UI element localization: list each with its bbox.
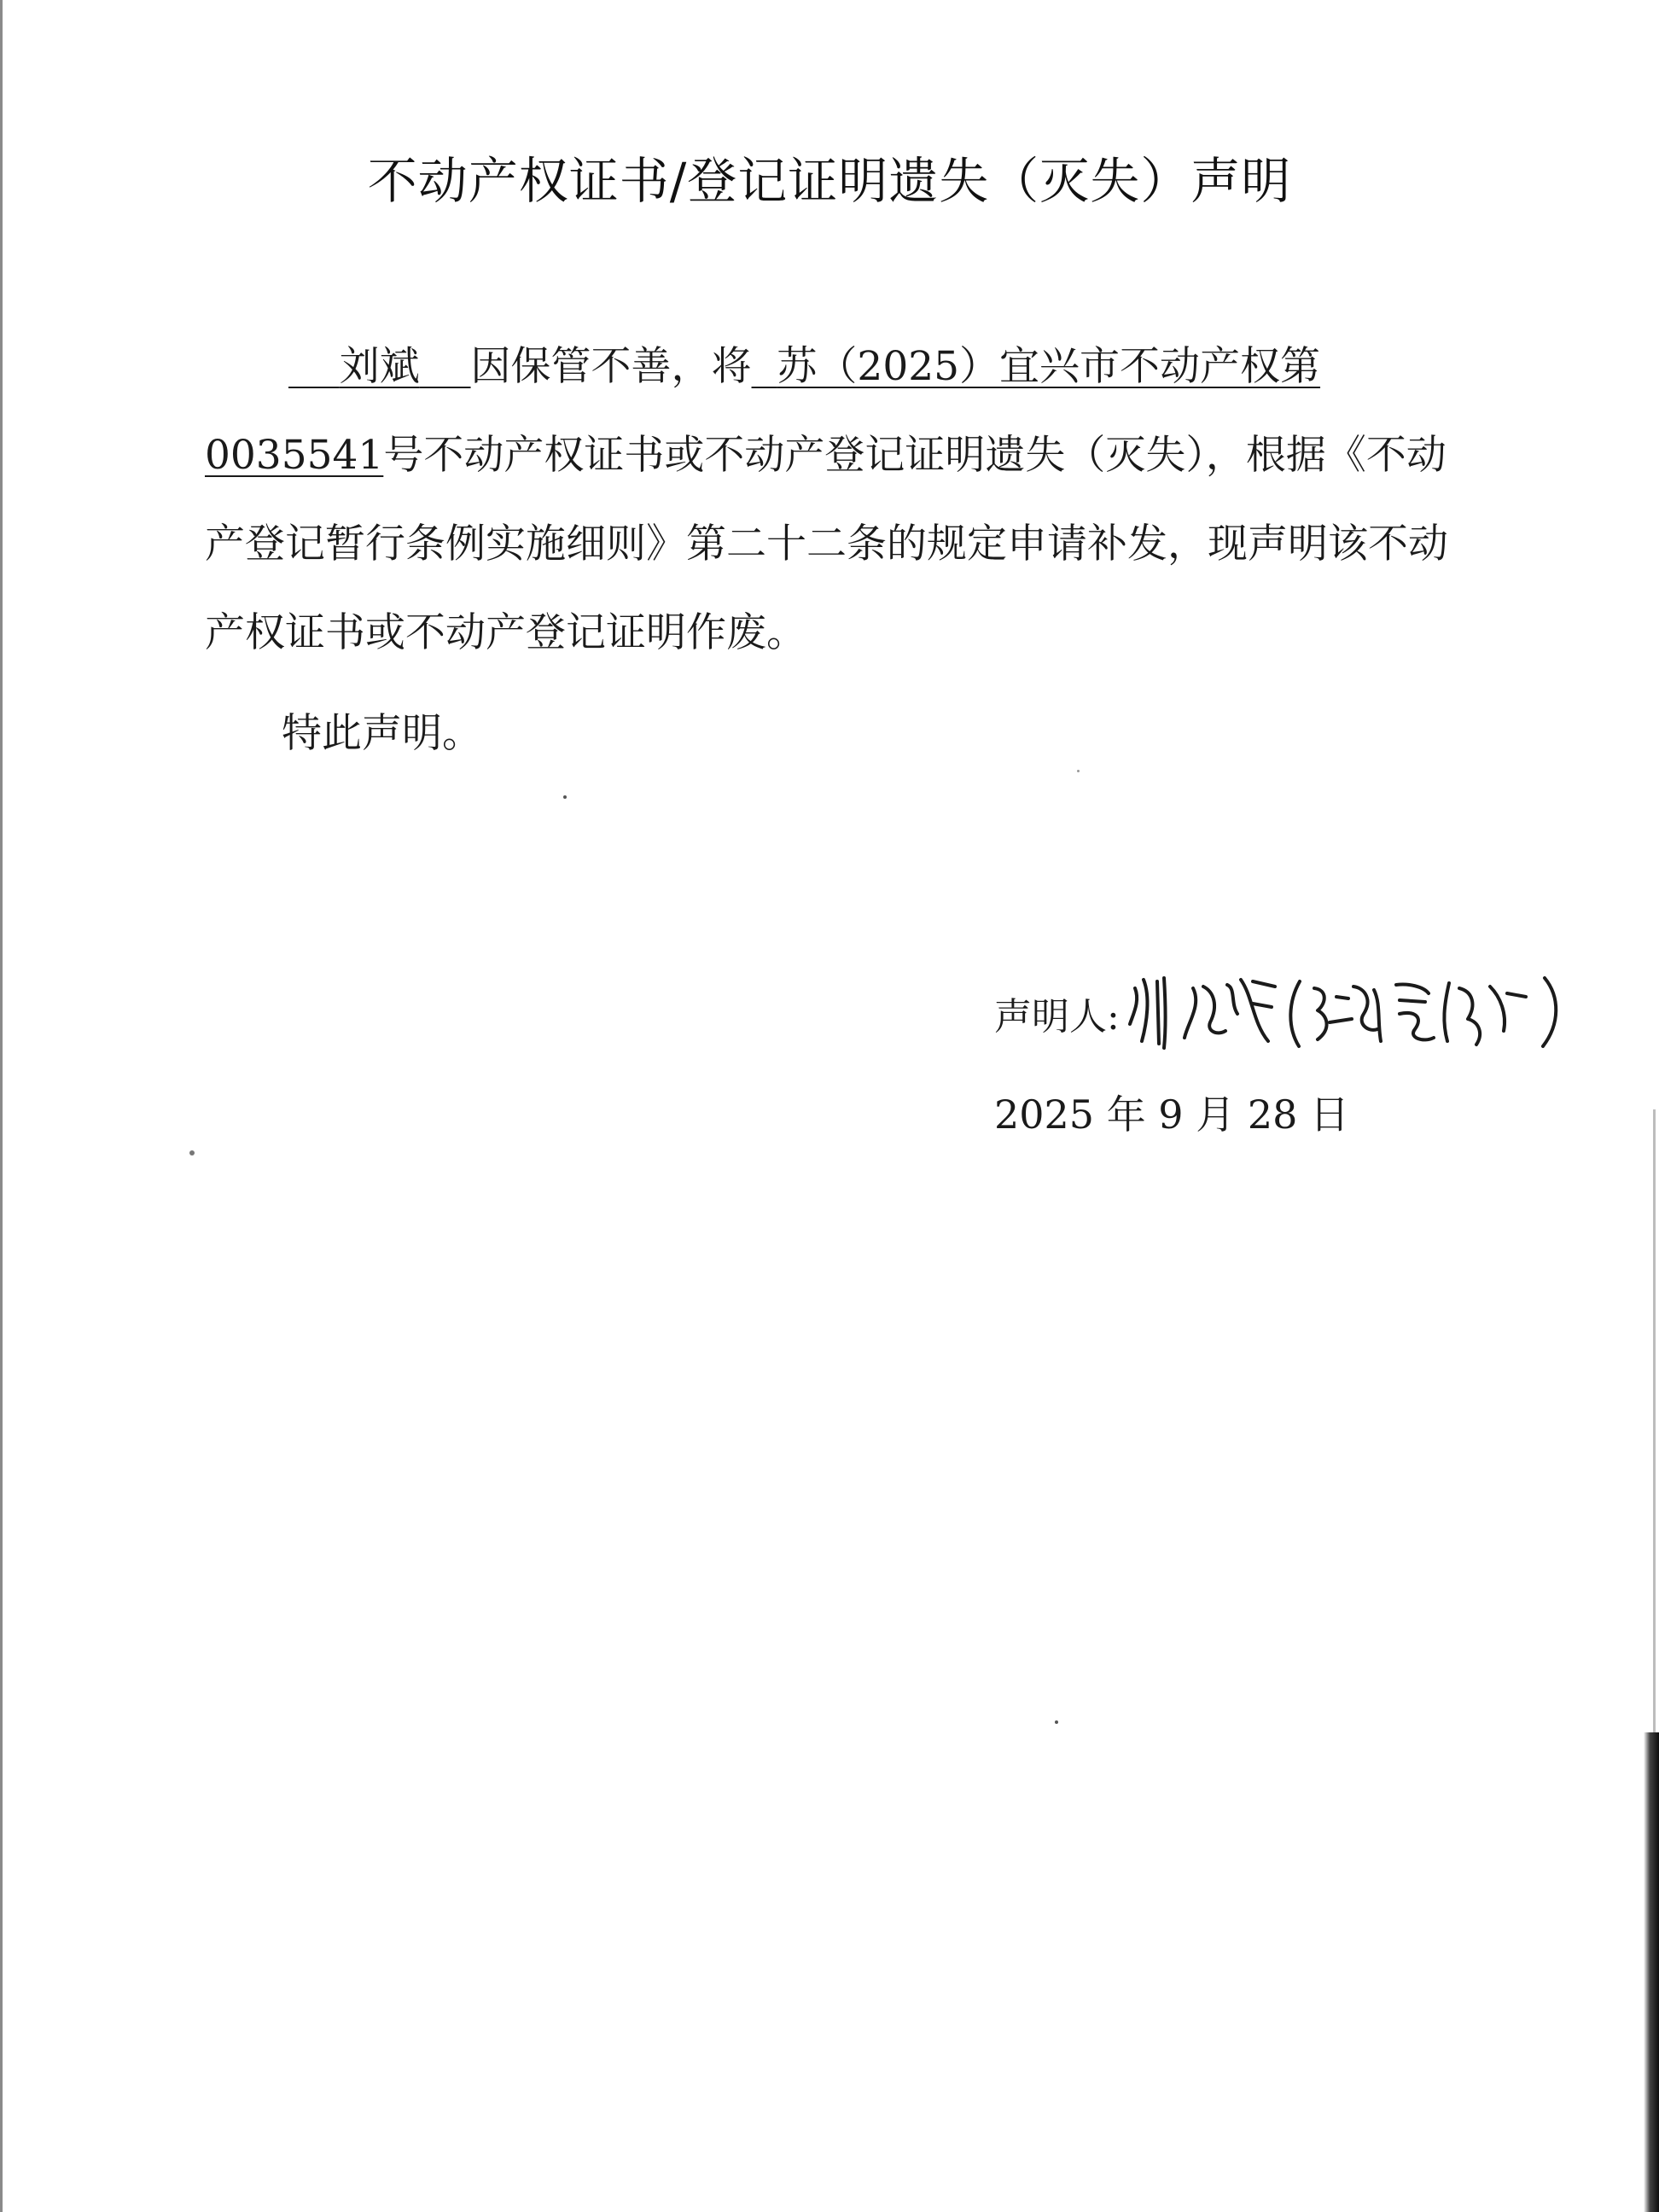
handwritten-signature	[1125, 963, 1569, 1057]
owner-name-field	[288, 343, 471, 390]
scan-edge-right-shadow	[1653, 1109, 1656, 1732]
closing-statement: 特此声明。	[282, 710, 482, 757]
declaration-paragraph	[205, 323, 1459, 678]
scan-speck	[1055, 1720, 1058, 1724]
scan-speck	[563, 795, 567, 799]
certificate-number: 苏（2025）宜兴市不动产权第 0035541	[205, 343, 1321, 479]
scan-speck	[1077, 770, 1080, 772]
declarant-row	[994, 973, 1569, 1062]
document-title: 不动产权证书/登记证明遗失（灭失）声明	[367, 152, 1292, 210]
declarant-label: 声明人:	[994, 995, 1120, 1039]
signature-block	[994, 973, 1569, 1159]
scan-edge-left	[0, 0, 3, 2212]
scan-speck	[189, 1150, 195, 1155]
declaration-date: 2025 年 9 月 28 日	[994, 1091, 1349, 1138]
paragraph-text-a: 因保管不善，将	[470, 343, 752, 390]
paragraph-text-b: 号不动产权证书或不动产登记证明遗失（灭失），根据《不动产登记暂行条例实施细则》第二十二条的规定申请补发，现声明该不动产权证书或不动产登记证明作废。	[205, 432, 1448, 656]
scan-edge-right	[1644, 1732, 1659, 2212]
owner-name: 刘斌	[339, 343, 420, 390]
